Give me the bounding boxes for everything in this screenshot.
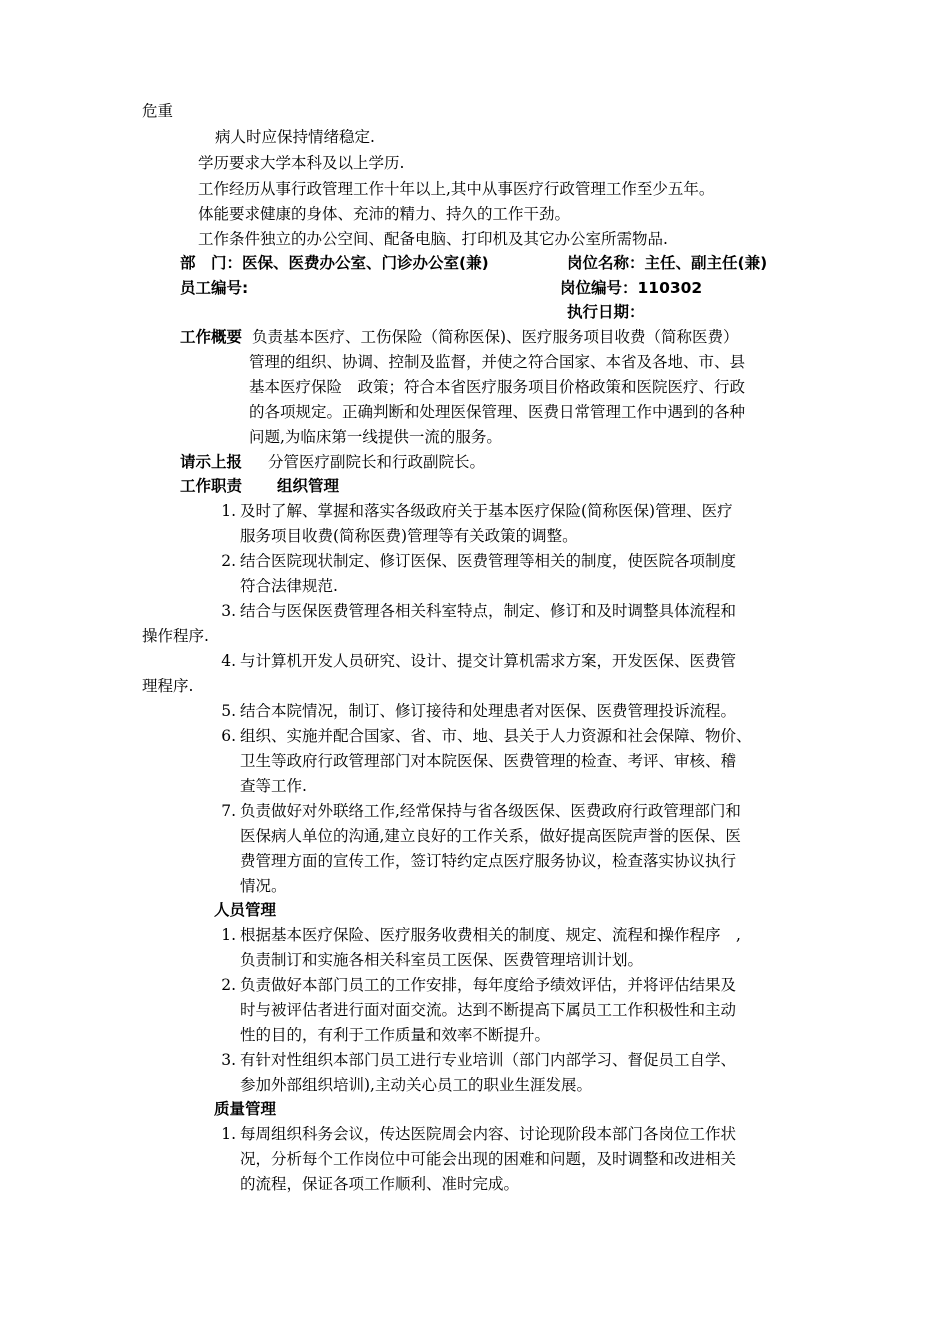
intro-line-2: 病人时应保持情绪稳定. <box>215 128 375 146</box>
list-item-line: 符合法律规范. <box>240 577 338 595</box>
list-item-line: 负责制订和实施各相关科室员工医保、医费管理培训计划。 <box>240 951 644 969</box>
item-number: 1. <box>221 502 236 520</box>
item-number: 2. <box>221 976 236 994</box>
duties-label: 工作职责 <box>180 477 243 495</box>
list-item-line: 结合与医保医费管理各相关科室特点，制定、修订和及时调整具体流程和 <box>240 602 737 620</box>
item-number: 4. <box>221 652 236 670</box>
post-number-label: 岗位编号：110302 <box>560 279 703 297</box>
overview-line: 负责基本医疗、工伤保险（简称医保)、医疗服务项目收费（简称医费） <box>252 328 739 346</box>
org-management-title: 组织管理 <box>277 477 340 495</box>
physical-requirement: 体能要求健康的身体、充沛的精力、持久的工作干劲。 <box>198 205 571 223</box>
list-item-line: 有针对性组织本部门员工进行专业培训（部门内部学习、督促员工自学、 <box>240 1051 737 1069</box>
list-item-line: 负责做好对外联络工作,经常保持与省各级医保、医费政府行政管理部门和 <box>240 802 741 820</box>
list-item-line: 情况。 <box>240 877 287 895</box>
item-number: 6. <box>221 727 236 745</box>
list-item-line: 理程序. <box>142 677 194 695</box>
report-label: 请示上报 <box>180 453 243 471</box>
item-number: 3. <box>221 1051 236 1069</box>
work-conditions: 工作条件独立的办公空间、配备电脑、打印机及其它办公室所需物品. <box>198 230 668 248</box>
staff-management-title: 人员管理 <box>214 901 277 919</box>
list-item-line: 性的目的，有利于工作质量和效率不断提升。 <box>240 1026 551 1044</box>
list-item-line: 根据基本医疗保险、医疗服务收费相关的制度、规定、流程和操作程序 , <box>240 926 741 944</box>
list-item-line: 结合本院情况，制订、修订接待和处理患者对医保、医费管理投诉流程。 <box>240 702 737 720</box>
list-item-line: 及时了解、掌握和落实各级政府关于基本医疗保险(简称医保)管理、医疗 <box>240 502 733 520</box>
list-item-line: 时与被评估者进行面对面交流。达到不断提高下属员工工作积极性和主动 <box>240 1001 737 1019</box>
item-number: 3. <box>221 602 236 620</box>
item-number: 1. <box>221 1125 236 1143</box>
post-name-label: 岗位名称：主任、副主任(兼) <box>567 254 768 272</box>
overview-line: 问题,为临床第一线提供一流的服务。 <box>249 428 502 446</box>
list-item-line: 服务项目收费(简称医费)管理等有关政策的调整。 <box>240 527 578 545</box>
list-item-line: 结合医院现状制定、修订医保、医费管理等相关的制度，使医院各项制度 <box>240 552 737 570</box>
list-item-line: 卫生等政府行政管理部门对本院医保、医费管理的检查、考评、审核、稽 <box>240 752 737 770</box>
item-number: 5. <box>221 702 236 720</box>
list-item-line: 负责做好本部门员工的工作安排，每年度给予绩效评估，并将评估结果及 <box>240 976 737 994</box>
list-item-line: 参加外部组织培训),主动关心员工的职业生涯发展。 <box>240 1076 592 1094</box>
intro-line-1: 危重 <box>142 102 174 120</box>
list-item-line: 况，分析每个工作岗位中可能会出现的困难和问题，及时调整和改进相关 <box>240 1150 737 1168</box>
list-item-line: 费管理方面的宣传工作，签订特约定点医疗服务协议，检查落实协议执行 <box>240 852 737 870</box>
list-item-line: 操作程序. <box>142 627 209 645</box>
overview-line: 基本医疗保险 政策；符合本省医疗服务项目价格政策和医院医疗、行政 <box>249 378 746 396</box>
list-item-line: 查等工作. <box>240 777 307 795</box>
item-number: 2. <box>221 552 236 570</box>
list-item-line: 与计算机开发人员研究、设计、提交计算机需求方案，开发医保、医费管 <box>240 652 737 670</box>
department-label: 部 门：医保、医费办公室、门诊办公室(兼) <box>180 254 489 272</box>
list-item-line: 组织、实施并配合国家、省、市、地、县关于人力资源和社会保障、物价、 <box>240 727 752 745</box>
list-item-line: 每周组织科务会议，传达医院周会内容、讨论现阶段本部门各岗位工作状 <box>240 1125 737 1143</box>
experience-requirement: 工作经历从事行政管理工作十年以上,其中从事医疗行政管理工作至少五年。 <box>198 180 715 198</box>
overview-line: 管理的组织、协调、控制及监督，并使之符合国家、本省及各地、市、县 <box>249 353 746 371</box>
quality-management-title: 质量管理 <box>214 1100 277 1118</box>
item-number: 1. <box>221 926 236 944</box>
education-requirement: 学历要求大学本科及以上学历. <box>198 154 405 172</box>
execution-date-label: 执行日期： <box>567 303 645 321</box>
list-item-line: 医保病人单位的沟通,建立良好的工作关系，做好提高医院声誉的医保、医 <box>240 827 741 845</box>
report-text: 分管医疗副院长和行政副院长。 <box>268 453 486 471</box>
staff-number-label: 员工编号: <box>180 279 249 297</box>
overview-line: 的各项规定。正确判断和处理医保管理、医费日常管理工作中遇到的各种 <box>249 403 746 421</box>
list-item-line: 的流程，保证各项工作顺利、准时完成。 <box>240 1175 520 1193</box>
item-number: 7. <box>221 802 236 820</box>
overview-label: 工作概要 <box>180 328 243 346</box>
